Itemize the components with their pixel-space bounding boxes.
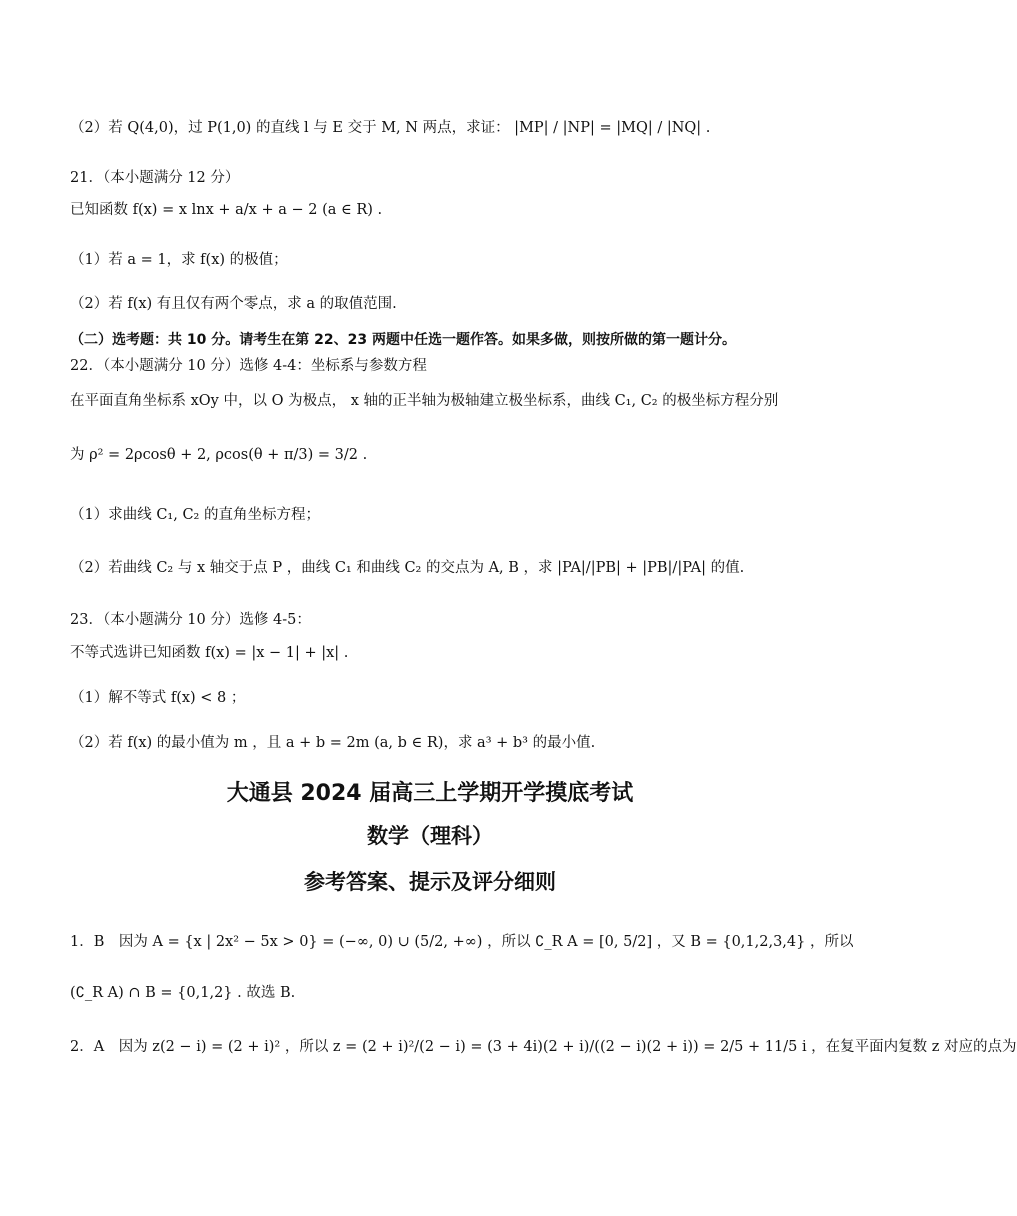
text-line: （2）若 f(x) 有且仅有两个零点，求 a 的取值范围. <box>70 296 397 312</box>
text-line: （2）若曲线 C₂ 与 x 轴交于点 P ，曲线 C₁ 和曲线 C₂ 的交点为 A, B ，求 |PA|/|PB| + |PB|/|PA| 的值. <box>70 560 745 576</box>
text-line: （1）解不等式 f(x) < 8 ； <box>70 690 246 706</box>
text-line: 不等式选讲已知函数 f(x) = |x − 1| + |x| . <box>70 645 349 661</box>
text-line: 已知函数 f(x) = x lnx + a/x + a − 2 (a ∈ R) . <box>70 202 383 218</box>
exam-title: 大通县 2024 届高三上学期开学摸底考试 <box>226 781 634 806</box>
subject-title: 数学（理科） <box>367 824 493 848</box>
text-line: 在平面直角坐标系 xOy 中，以 O 为极点， x 轴的正半轴为极轴建立极坐标系，曲线 C₁, C₂ 的极坐标方程分别 <box>70 393 779 409</box>
text-line: 22．（本小题满分 10 分）选修 4-4：坐标系与参数方程 <box>70 358 427 374</box>
text-line: （2）若 Q(4,0)，过 P(1,0) 的直线 l 与 E 交于 M, N 两点，求证： |MP| / |NP| = |MQ| / |NQ| . <box>70 120 711 136</box>
text-line: （1）求曲线 C₁, C₂ 的直角坐标方程； <box>70 507 320 523</box>
answer-line: 2．A 因为 z(2 − i) = (2 + i)² ，所以 z = (2 + i)²/(2 − i) = (3 + 4i)(2 + i)/((2 − i)(2 + i)) = 2/5 + 11/5 i ，在复平面内复数 z 对应的点为 <box>70 1039 1017 1055</box>
text-line: 21．（本小题满分 12 分） <box>70 170 240 186</box>
text-line: （二）选考题：共 10 分。请考生在第 22、23 两题中任选一题作答。如果多做，则按所做的第一题计分。 <box>70 332 736 348</box>
text-line: （2）若 f(x) 的最小值为 m ，且 a + b = 2m (a, b ∈ R)，求 a³ + b³ 的最小值. <box>70 735 596 751</box>
answer-key-title: 参考答案、提示及评分细则 <box>304 870 556 894</box>
text-line: 23．（本小题满分 10 分）选修 4-5： <box>70 612 311 628</box>
text-line: （1）若 a = 1，求 f(x) 的极值； <box>70 252 288 268</box>
answer-line: 1．B 因为 A = {x | 2x² − 5x > 0} = (−∞, 0) ∪ (5/2, +∞) ，所以 ∁_R A = [0, 5/2] ，又 B = {0,1,2,3,4} ，所以 <box>70 934 854 950</box>
text-line: 为 ρ² = 2ρcosθ + 2, ρcos(θ + π/3) = 3/2 . <box>70 447 368 463</box>
answer-line: (∁_R A) ∩ B = {0,1,2} . 故选 B. <box>70 985 296 1001</box>
